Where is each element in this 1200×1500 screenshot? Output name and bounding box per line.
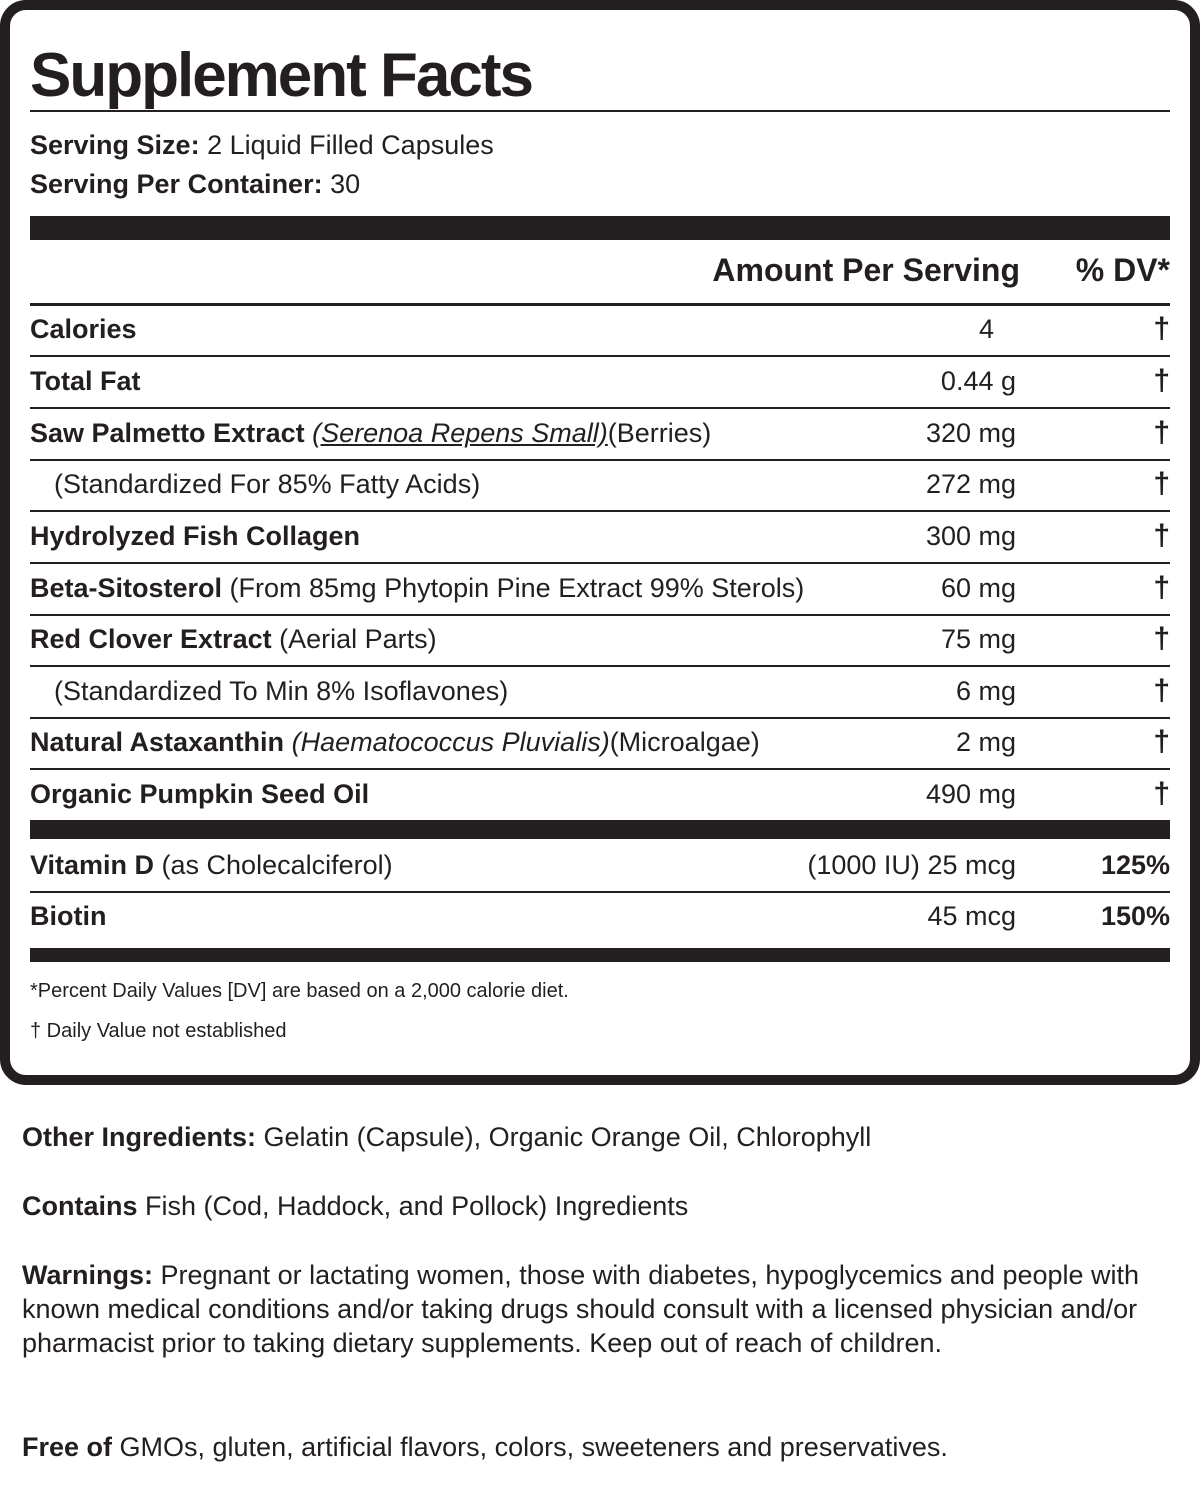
row-vitamin-d: [30, 842, 1170, 893]
row-amount: 0.44 g: [940, 366, 1016, 396]
servings-per-container-value: 30: [330, 169, 361, 199]
row-name: Vitamin D: [30, 850, 155, 880]
row-isoflavones: [30, 668, 1170, 719]
contains-value: Fish (Cod, Haddock, and Pollock) Ingredients: [137, 1191, 689, 1221]
dv-footnote: *Percent Daily Values [DV] are based on a 2,000 calorie diet.: [30, 980, 569, 1002]
row-dv: †: [1153, 467, 1170, 500]
row-name: Organic Pumpkin Seed Oil: [30, 779, 370, 809]
free-of-statement: [22, 1430, 1172, 1464]
row-name: Biotin: [30, 901, 107, 931]
row-dv: †: [1153, 674, 1170, 707]
row-dv: †: [1153, 571, 1170, 604]
row-astaxanthin: [30, 719, 1170, 770]
row-amount: 60 mg: [940, 573, 1016, 603]
servings-per-container: [30, 166, 360, 202]
row-name: Calories: [30, 314, 137, 344]
thick-divider-bottom: [30, 948, 1170, 962]
row-dv: 150%: [1100, 901, 1170, 931]
row-iu: (1000 IU): [807, 850, 920, 880]
row-biotin: [30, 893, 1170, 944]
row-amount: 6 mg: [955, 676, 1016, 706]
row-suffix: (From 85mg Phytopin Pine Extract 99% Sterols): [222, 573, 805, 603]
row-suffix: (Microalgae): [609, 727, 760, 757]
dv-header: % DV*: [1075, 252, 1170, 288]
row-dv: †: [1153, 416, 1170, 449]
row-name: Beta-Sitosterol: [30, 573, 223, 603]
row-calories: [30, 306, 1170, 357]
other-ingredients-label: Other Ingredients:: [22, 1122, 257, 1152]
row-amount-value: 25 mcg: [927, 850, 1016, 880]
contains-label: Contains: [22, 1191, 138, 1221]
row-latin-name: (Haematococcus Pluvialis): [291, 727, 610, 757]
row-name: Saw Palmetto Extract: [30, 418, 305, 448]
row-dv: †: [1153, 622, 1170, 655]
row-latin-name: (Serenoa Repens Small): [312, 418, 608, 448]
row-red-clover: [30, 616, 1170, 667]
warnings-label: Warnings:: [22, 1260, 153, 1290]
row-amount: 320 mg: [925, 418, 1016, 448]
row-amount: 2 mg: [955, 727, 1016, 757]
row-beta-sitosterol: [30, 565, 1170, 616]
row-name: Total Fat: [30, 366, 141, 396]
servings-per-container-label: Serving Per Container:: [30, 169, 323, 199]
row-dv: †: [1153, 725, 1170, 758]
row-dv: 125%: [1100, 850, 1170, 880]
serving-size: [30, 127, 494, 163]
row-dv: †: [1153, 312, 1170, 345]
row-name: Red Clover Extract: [30, 624, 272, 654]
serving-size-label: Serving Size:: [30, 130, 200, 160]
row-pumpkin-seed-oil: [30, 771, 1170, 822]
row-total-fat: [30, 358, 1170, 409]
serving-size-value: 2 Liquid Filled Capsules: [207, 130, 494, 160]
contains-statement: [22, 1189, 1172, 1223]
amount-per-serving-header: Amount Per Serving: [712, 252, 1020, 288]
row-suffix: (as Cholecalciferol): [154, 850, 393, 880]
other-ingredients: [22, 1120, 1172, 1154]
row-dv: †: [1153, 519, 1170, 552]
row-amount: 490 mg: [925, 779, 1016, 809]
row-fish-collagen: [30, 513, 1170, 564]
row-dv: †: [1153, 777, 1170, 810]
row-amount: 4: [978, 314, 994, 344]
panel-title: Supplement Facts: [30, 41, 532, 110]
row-sub-name: (Standardized To Min 8% Isoflavones): [54, 676, 509, 706]
row-name: Natural Astaxanthin: [30, 727, 285, 757]
row-saw-palmetto: [30, 410, 1170, 461]
row-suffix: (Aerial Parts): [271, 624, 437, 654]
row-amount: 45 mcg: [927, 901, 1016, 931]
title-rule: [30, 110, 1170, 112]
row-amount: 75 mg: [940, 624, 1016, 654]
row-dv: †: [1153, 364, 1170, 397]
thick-divider-top: [30, 216, 1170, 240]
warnings-value: Pregnant or lactating women, those with diabetes, hypoglycemics and people with known medical conditions and/or taking drugs should consult with a licensed physician and/or pharmacist prior to taking dietary supplements. Keep out of reach of children.: [22, 1260, 1140, 1358]
warnings-statement: [22, 1258, 1152, 1360]
row-amount: 300 mg: [925, 521, 1016, 551]
thick-divider-middle: [30, 820, 1170, 839]
row-name: Hydrolyzed Fish Collagen: [30, 521, 361, 551]
row-amount: [807, 847, 1016, 883]
row-sub-name: (Standardized For 85% Fatty Acids): [54, 469, 481, 499]
dagger-footnote: † Daily Value not established: [30, 1020, 287, 1042]
other-ingredients-value: Gelatin (Capsule), Organic Orange Oil, Chlorophyll: [256, 1122, 872, 1152]
free-of-value: GMOs, gluten, artificial flavors, colors, sweeteners and preservatives.: [112, 1432, 948, 1462]
row-amount: 272 mg: [925, 469, 1016, 499]
row-fatty-acids: [30, 461, 1170, 512]
free-of-label: Free of: [22, 1432, 113, 1462]
row-suffix: (Berries): [607, 418, 712, 448]
